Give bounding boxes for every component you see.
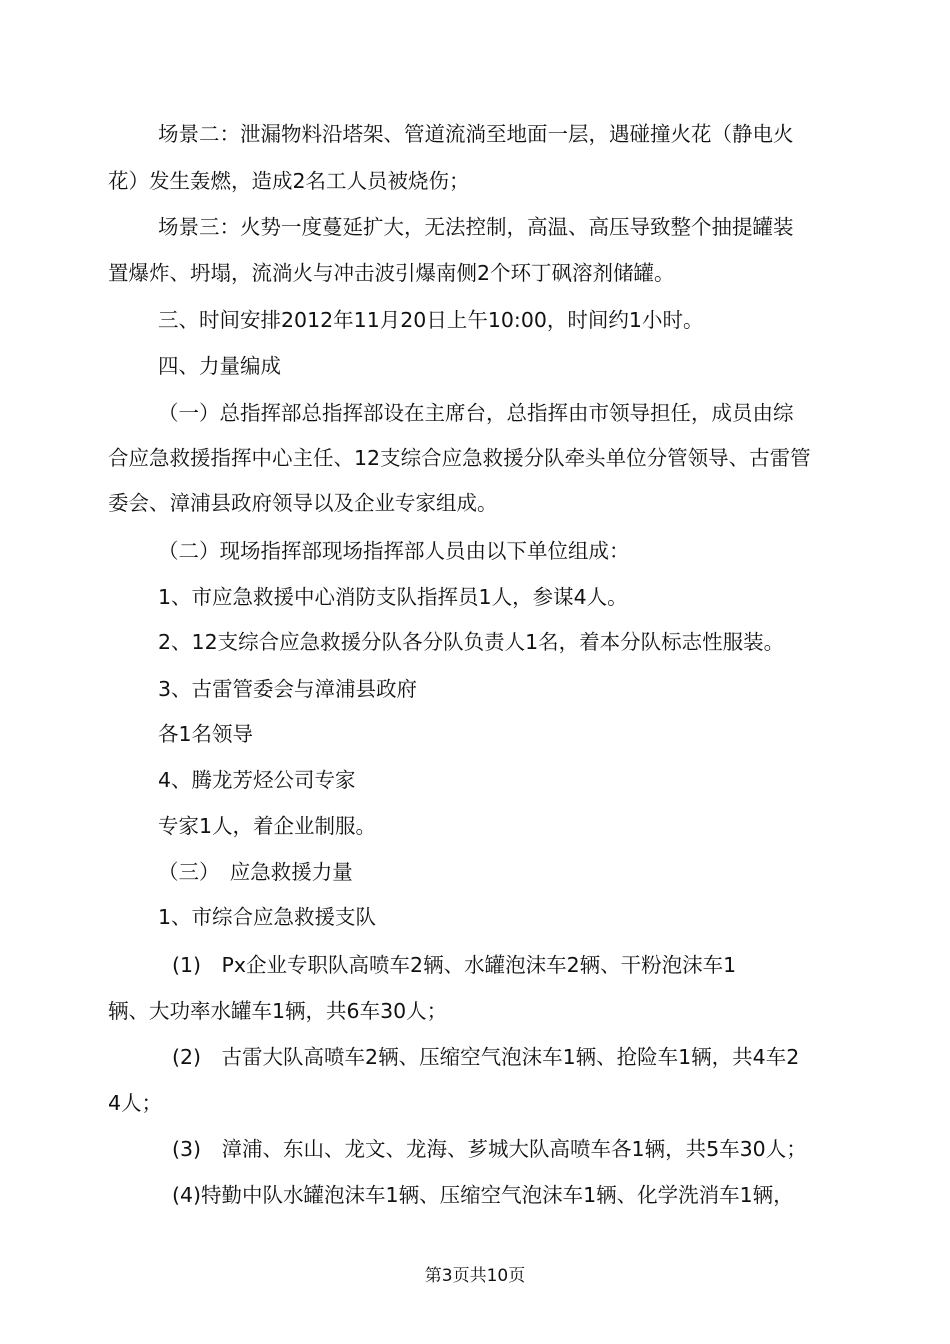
text-line: 各1名领导	[158, 722, 254, 746]
text-line: 辆、大功率水罐车1辆，共6车30人；	[108, 999, 448, 1023]
text-line: 场景三：火势一度蔓延扩大，无法控制，高温、高压导致整个抽提罐装	[158, 215, 794, 239]
text-line: 三、时间安排2012年11月20日上午10:00，时间约1小时。	[158, 308, 704, 332]
text-line: (4)特勤中队水罐泡沫车1辆、压缩空气泡沫车1辆、化学洗消车1辆，	[172, 1183, 794, 1207]
text-line: 1、市综合应急救援支队	[158, 905, 377, 929]
text-line: 专家1人，着企业制服。	[158, 814, 377, 838]
text-line: 委会、漳浦县政府领导以及企业专家组成。	[108, 491, 498, 515]
text-line: (2) 古雷大队高喷车2辆、压缩空气泡沫车1辆、抢险车1辆，共4车2	[172, 1045, 800, 1069]
text-line: 4人；	[108, 1091, 163, 1115]
text-line: (3) 漳浦、东山、龙文、龙海、芗城大队高喷车各1辆，共5车30人；	[172, 1137, 807, 1161]
text-line: 场景二：泄漏物料沿塔架、管道流淌至地面一层，遇碰撞火花（静电火	[158, 122, 794, 146]
section-heading: 四、力量编成	[158, 354, 281, 378]
text-line: 合应急救援指挥中心主任、12支综合应急救援分队牵头单位分管领导、古雷管	[108, 446, 811, 470]
section-heading: （三） 应急救援力量	[158, 860, 353, 884]
text-line: （一）总指挥部总指挥部设在主席台，总指挥由市领导担任，成员由综	[158, 401, 794, 425]
text-line: 4、腾龙芳烃公司专家	[158, 768, 356, 792]
text-line: 置爆炸、坍塌，流淌火与冲击波引爆南侧2个环丁砜溶剂储罐。	[108, 261, 675, 285]
text-line: (1) Px企业专职队高喷车2辆、水罐泡沫车2辆、干粉泡沫车1	[172, 953, 737, 977]
text-line: 花）发生轰燃，造成2名工人员被烧伤；	[108, 169, 470, 193]
text-line: 3、古雷管委会与漳浦县政府	[158, 677, 418, 701]
text-line: 1、市应急救援中心消防支队指挥员1人，参谋4人。	[158, 585, 628, 609]
text-line: 2、12支综合应急救援分队各分队负责人1名，着本分队标志性服装。	[158, 630, 785, 654]
page-footer: 第3页共10页	[424, 1266, 526, 1286]
text-line: （二）现场指挥部现场指挥部人员由以下单位组成：	[158, 539, 630, 563]
